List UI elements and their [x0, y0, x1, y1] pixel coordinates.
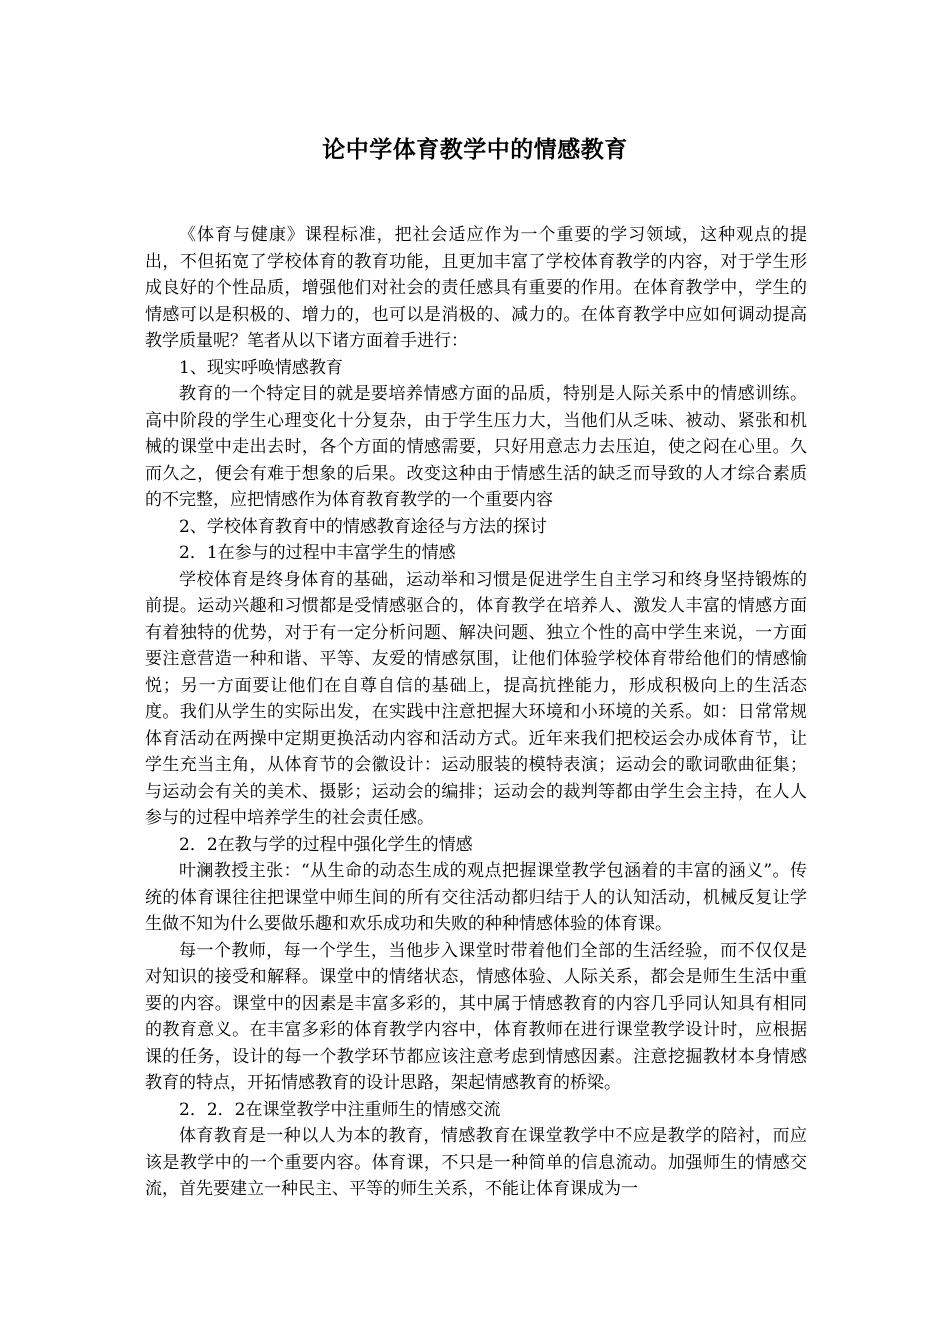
- paragraph-section-2-2-b: 每一个教师，每一个学生，当他步入课堂时带着他们全部的生活经验，而不仅仅是对知识的接受和解释。课堂中的情绪状态，情感体验、人际关系，都会是师生生活中重要的内容。课堂中的因素是丰富多彩的，其中属于情感教育的内容几乎同认知具有相同的教育意义。在丰富多彩的体育教学内容中，体育教师在进行课堂教学设计时，应根据课的任务，设计的每一个教学环节都应该注意考虑到情感因素。注意挖掘教材本身情感教育的特点，开拓情感教育的设计思路，架起情感教育的桥梁。: [145, 940, 807, 1093]
- document-title: 论中学体育教学中的情感教育: [322, 136, 628, 163]
- subsection-heading-2-1: 2．1在参与的过程中丰富学生的情感: [179, 543, 456, 563]
- paragraph-section-2-2-a: 叶澜教授主张：“从生命的动态生成的观点把握课堂教学包涵着的丰富的涵义”。传统的体育课往往把课堂中师生间的所有交往活动都归结于人的认知活动，机械反复让学生做不知为什么要做乐趣和欢乐成功和失败的种种情感体验的体育课。: [145, 861, 807, 934]
- section-heading-2: 2、学校体育教育中的情感教育途径与方法的探讨: [179, 516, 547, 537]
- paragraph-section-1: 教育的一个特定目的就是要培养情感方面的品质，特别是人际关系中的情感训练。高中阶段的学生心理变化十分复杂，由于学生压力大，当他们从乏味、被动、紧张和机械的课堂中走出去时，各个方面的情感需要，只好用意志力去压迫，使之闷在心里。久而久之，便会有难于想象的后果。改变这种由于情感生活的缺乏而导致的人才综合素质的不完整，应把情感作为体育教育教学的一个重要内容: [145, 384, 807, 510]
- subsection-heading-2-2: 2．2在教与学的过程中强化学生的情感: [179, 834, 473, 855]
- paragraph-section-2-1: 学校体育是终身体育的基础，运动举和习惯是促进学生自主学习和终身坚持锻炼的前提。运动兴趣和习惯都是受情感驱合的，体育教学在培养人、激发人丰富的情感方面有着独特的优势，对于有一定分析问题、解决问题、独立个性的高中学生来说，一方面要注意营造一种和谐、平等、友爱的情感氛围，让他们体验学校体育带给他们的情感愉悦；另一方面要让他们在自尊自信的基础上，提高抗挫能力，形成积极向上的生活态度。我们从学生的实际出发，在实践中注意把握大环境和小环境的关系。如：日常常规体育活动在两操中定期更换活动内容和活动方式。近年来我们把校运会办成体育节，让学生充当主角，从体育节的会徽设计：运动服装的模特表演；运动会的歌词歌曲征集；与运动会有关的美术、摄影；运动会的编排；运动会的裁判等都由学生会主持，在人人参与的过程中培养学生的社会责任感。: [145, 569, 807, 828]
- subsection-heading-2-2-2: 2．2．2在课堂教学中注重师生的情感交流: [179, 1099, 501, 1120]
- section-heading-1: 1、现实呼唤情感教育: [179, 357, 343, 378]
- paragraph-intro: 《体育与健康》课程标准，把社会适应作为一个重要的学习领域，这种观点的提出，不但拓宽了学校体育的教育功能，且更加丰富了学校体育教学的内容，对于学生形成良好的个性品质，增强他们对社会的责任感具有重要的作用。在体育教学中，学生的情感可以是积极的、增力的，也可以是消极的、减力的。在体育教学中应如何调动提高教学质量呢？笔者从以下诸方面着手进行：: [145, 225, 807, 351]
- document-body: [145, 222, 807, 1203]
- paragraph-section-2-2-2: 体育教育是一种以人为本的教育，情感教育在课堂教学中不应是教学的陪衬，而应该是教学中的一个重要内容。体育课，不只是一种简单的信息流动。加强师生的情感交流，首先要建立一种民主、平等的师生关系，不能让体育课成为一: [145, 1126, 807, 1199]
